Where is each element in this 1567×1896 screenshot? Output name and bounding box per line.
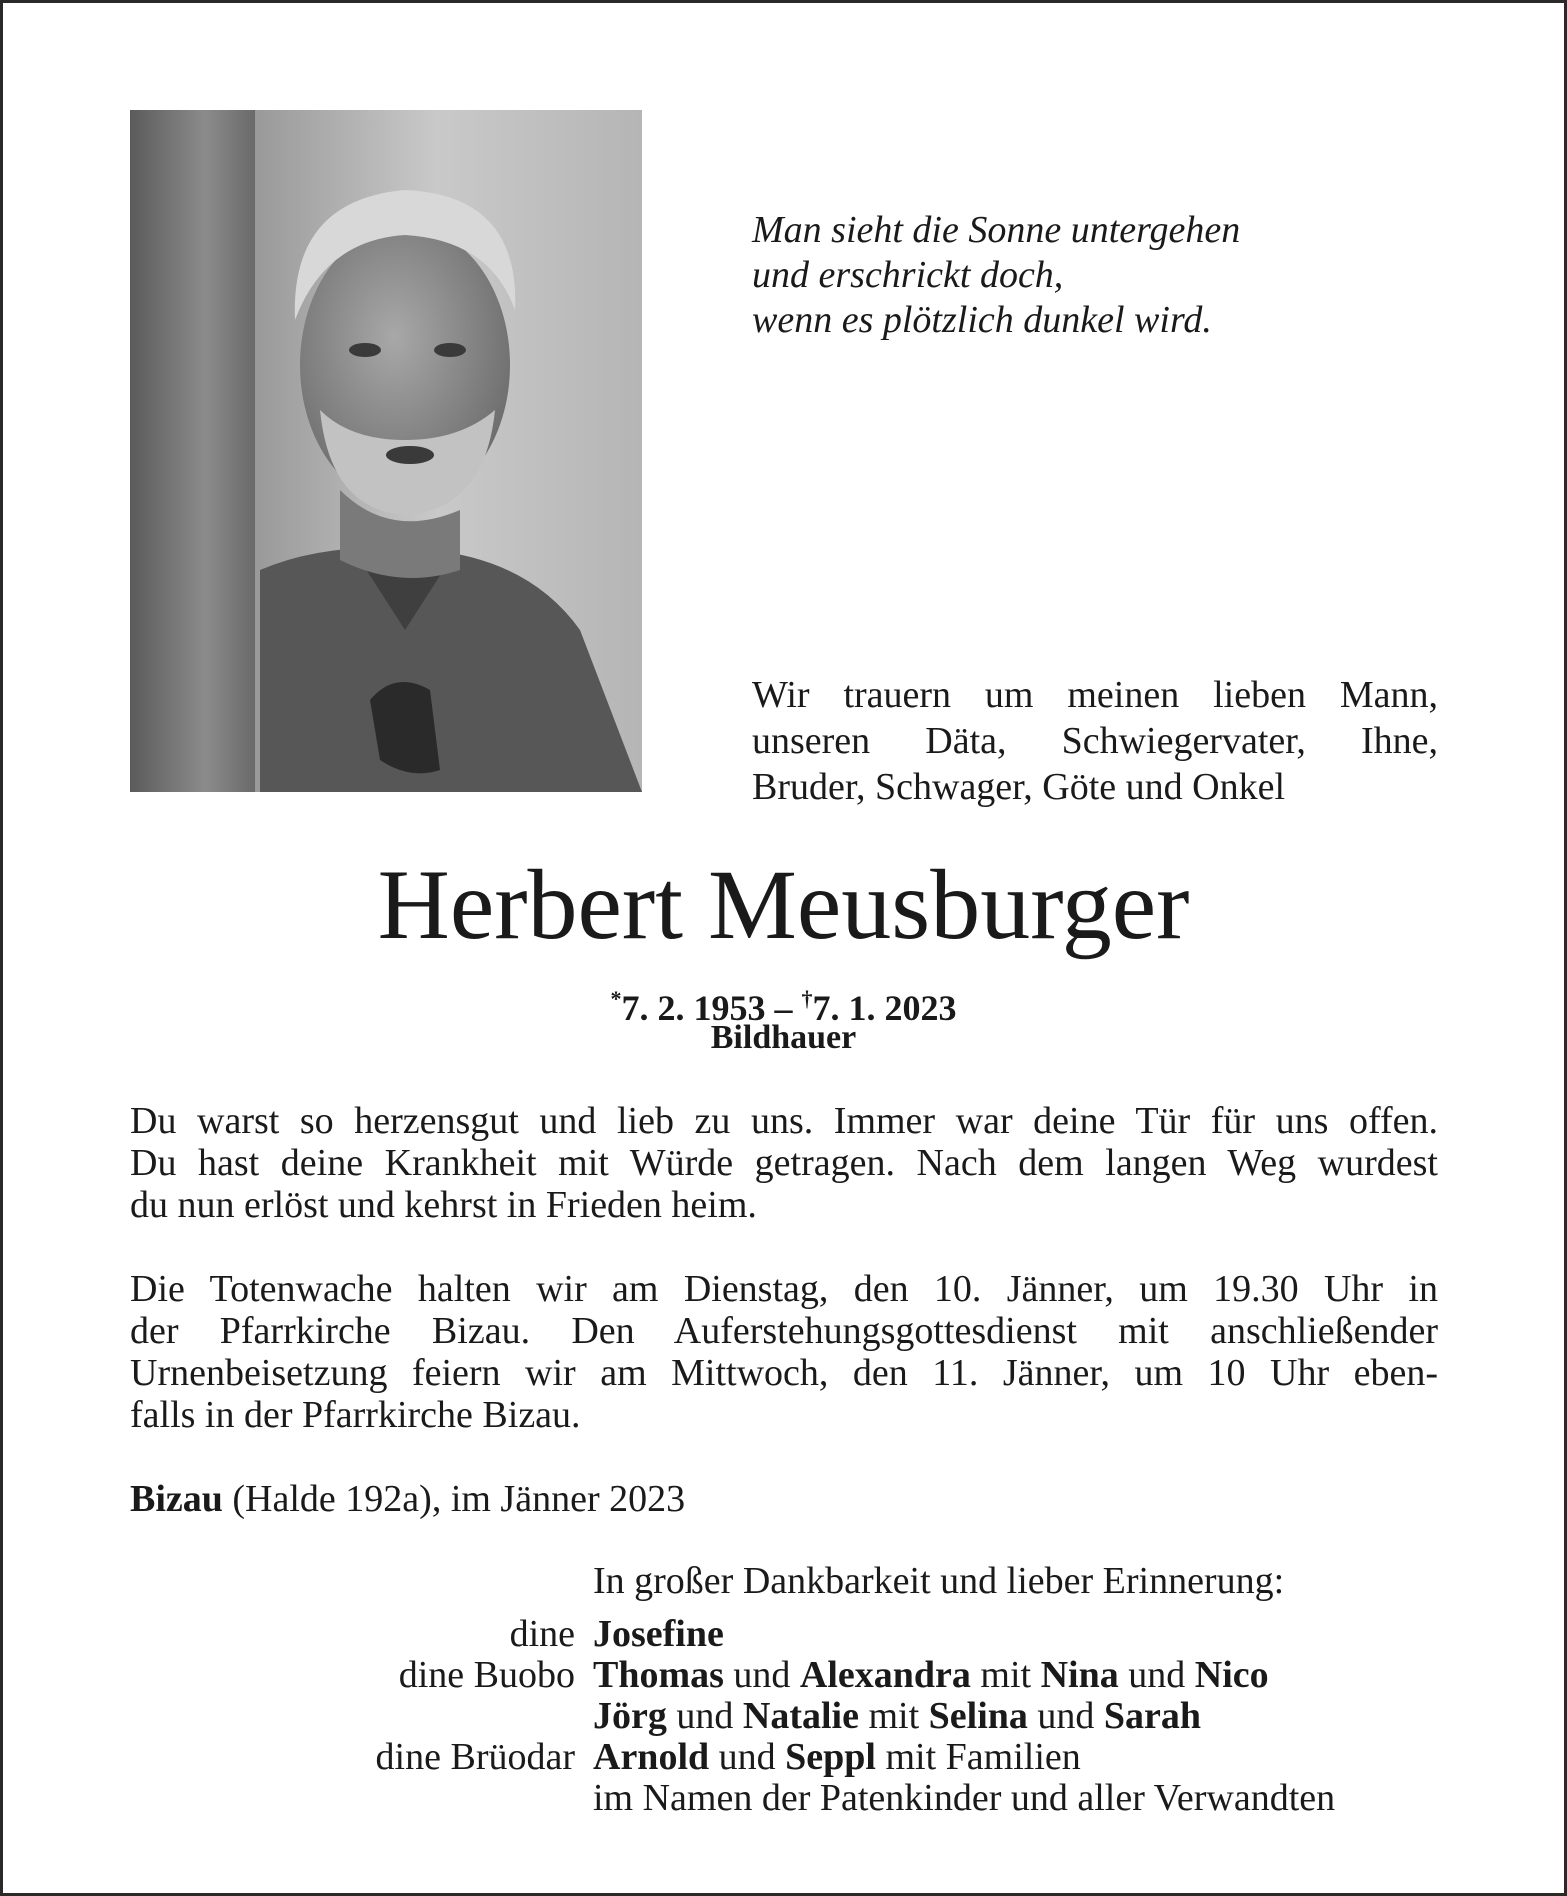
conjunction: und — [718, 1736, 776, 1778]
portrait-illustration — [130, 110, 642, 792]
intro-line: Wir trauern um meinen lieben Mann, — [752, 674, 1438, 716]
profession: Bildhauer — [710, 1019, 857, 1056]
conjunction: mit — [868, 1695, 920, 1737]
family-list — [130, 1614, 1335, 1819]
mourning-intro — [752, 672, 1438, 810]
paragraph-line: der Pfarrkirche Bizau. Den Auferstehungsgottesdienst mit anschließender — [130, 1310, 1438, 1352]
family-names — [593, 1614, 724, 1655]
thanks-line: In großer Dankbarkeit und lieber Erinnerung: — [593, 1560, 1285, 1602]
deceased-name: Herbert Meusburger — [377, 849, 1190, 960]
date-separator: – — [765, 988, 802, 1028]
family-name: Nico — [1194, 1654, 1269, 1696]
conjunction: mit — [980, 1654, 1032, 1696]
intro-line: unseren Däta, Schwiegervater, Ihne, — [752, 720, 1438, 762]
family-row — [130, 1655, 1335, 1696]
conjunction: und — [1128, 1654, 1186, 1696]
family-name: Jörg — [593, 1695, 667, 1737]
family-closing: im Namen der Patenkinder und aller Verwandten — [593, 1777, 1336, 1819]
paragraph-line: du nun erlöst und kehrst in Frieden heim. — [130, 1184, 757, 1226]
conjunction: und — [1037, 1695, 1095, 1737]
family-name: Selina — [928, 1695, 1028, 1737]
family-names — [593, 1696, 1201, 1737]
family-name: Alexandra — [799, 1654, 971, 1696]
funeral-info-paragraph — [130, 1268, 1438, 1436]
family-row — [130, 1778, 1335, 1819]
family-relation-empty — [130, 1696, 593, 1737]
conjunction: mit Familien — [885, 1736, 1081, 1778]
paragraph-line: Du hast deine Krankheit mit Würde getragen. Nach dem langen Weg wurdest — [130, 1142, 1438, 1184]
place-date-line — [130, 1478, 685, 1520]
birth-symbol: * — [610, 986, 622, 1011]
family-row — [130, 1614, 1335, 1655]
family-names — [593, 1655, 1269, 1696]
family-name: Josefine — [593, 1613, 724, 1655]
family-relation: dine — [509, 1613, 575, 1655]
family-relation-empty — [130, 1778, 593, 1819]
tribute-paragraph — [130, 1100, 1438, 1226]
family-name: Natalie — [742, 1695, 859, 1737]
paragraph-line: Urnenbeisetzung feiern wir am Mittwoch, den 11. Jänner, um 10 Uhr eben- — [130, 1352, 1438, 1394]
family-row — [130, 1737, 1335, 1778]
family-row — [130, 1696, 1335, 1737]
family-relation: dine Buobo — [398, 1654, 575, 1696]
intro-line: Bruder, Schwager, Göte und Onkel — [752, 766, 1286, 808]
paragraph-line: Du warst so herzensgut und lieb zu uns. Immer war deine Tür für uns offen. — [130, 1100, 1438, 1142]
family-name: Nina — [1040, 1654, 1119, 1696]
conjunction: und — [676, 1695, 734, 1737]
motto-line: Man sieht die Sonne untergehen — [752, 209, 1241, 251]
paragraph-line: falls in der Pfarrkirche Bizau. — [130, 1394, 581, 1436]
paragraph-line: Die Totenwache halten wir am Dienstag, den 10. Jänner, um 19.30 Uhr in — [130, 1268, 1438, 1310]
family-names — [593, 1737, 1081, 1778]
family-name: Thomas — [593, 1654, 724, 1696]
family-name: Seppl — [785, 1736, 876, 1778]
motto-line: wenn es plötzlich dunkel wird. — [752, 299, 1212, 341]
birth-date: 7. 2. 1953 — [621, 988, 766, 1028]
motto-line: und erschrickt doch, — [752, 254, 1064, 296]
family-relation: dine Brüodar — [375, 1736, 575, 1778]
portrait-photo — [130, 110, 642, 792]
motto-quote — [752, 208, 1240, 343]
death-symbol: † — [801, 986, 813, 1011]
place-town: Bizau — [130, 1478, 223, 1520]
conjunction: und — [733, 1654, 791, 1696]
place-rest: (Halde 192a), im Jänner 2023 — [222, 1478, 686, 1520]
family-name: Arnold — [593, 1736, 710, 1778]
family-name: Sarah — [1103, 1695, 1202, 1737]
death-date: 7. 1. 2023 — [812, 988, 957, 1028]
